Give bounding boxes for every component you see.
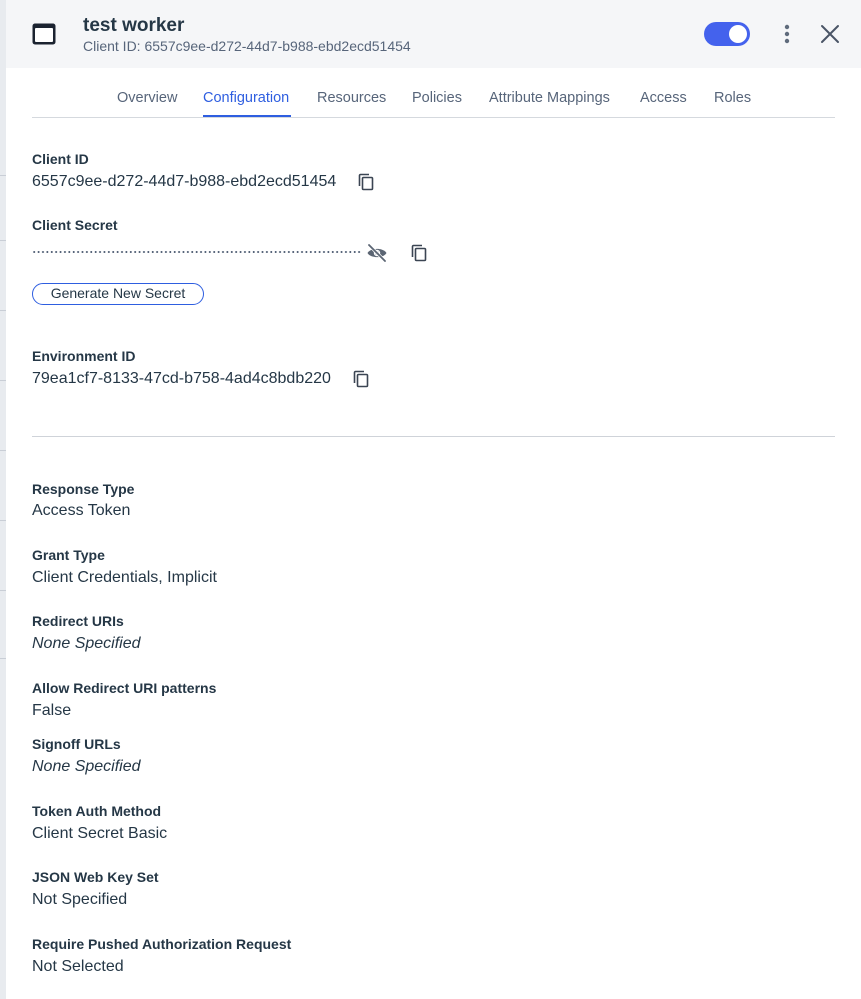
- app-details-panel: [6, 0, 861, 999]
- allow-redirect-patterns-value: False: [32, 702, 72, 719]
- client-secret-label: Client Secret: [32, 217, 118, 233]
- par-value: Not Selected: [32, 958, 124, 975]
- app-client-id-subtitle: Client ID: 6557c9ee-d272-44d7-b988-ebd2ecd51454: [83, 38, 411, 54]
- tab-configuration[interactable]: Configuration: [203, 90, 290, 106]
- environment-id-value: 79ea1cf7-8133-47cd-b758-4ad4c8bdb220: [32, 370, 331, 387]
- section-divider: [32, 436, 835, 437]
- redirect-uris-label: Redirect URIs: [32, 613, 124, 629]
- tab-attribute-mappings[interactable]: Attribute Mappings: [489, 90, 610, 106]
- tab-roles[interactable]: Roles: [714, 90, 752, 106]
- generate-new-secret-button[interactable]: Generate New Secret: [32, 283, 204, 305]
- close-icon[interactable]: [819, 23, 841, 45]
- signoff-urls-value: None Specified: [32, 758, 141, 775]
- toggle-knob: [729, 25, 747, 43]
- allow-redirect-patterns-label: Allow Redirect URI patterns: [32, 680, 217, 696]
- copy-icon[interactable]: [411, 244, 427, 262]
- signoff-urls-label: Signoff URLs: [32, 736, 121, 752]
- response-type-value: Access Token: [32, 502, 131, 519]
- tab-resources[interactable]: Resources: [317, 90, 387, 106]
- tab-bar: [32, 76, 835, 118]
- client-id-label: Client ID: [32, 151, 89, 167]
- panel-header: [6, 0, 861, 68]
- eye-off-icon[interactable]: [366, 243, 388, 263]
- tab-overview[interactable]: Overview: [117, 90, 178, 106]
- copy-icon[interactable]: [353, 370, 369, 388]
- jwks-label: JSON Web Key Set: [32, 869, 159, 885]
- app-title: test worker: [83, 15, 185, 36]
- grant-type-label: Grant Type: [32, 547, 105, 563]
- token-auth-method-value: Client Secret Basic: [32, 825, 168, 842]
- client-id-value: 6557c9ee-d272-44d7-b988-ebd2ecd51454: [32, 173, 337, 190]
- enable-toggle[interactable]: [704, 22, 750, 46]
- more-vertical-icon[interactable]: [776, 22, 798, 46]
- par-label: Require Pushed Authorization Request: [32, 936, 292, 952]
- redirect-uris-value: None Specified: [32, 635, 141, 652]
- response-type-label: Response Type: [32, 481, 135, 497]
- token-auth-method-label: Token Auth Method: [32, 803, 162, 819]
- application-window-icon: [32, 23, 56, 45]
- masked-secret: [32, 249, 362, 255]
- jwks-value: Not Specified: [32, 891, 128, 908]
- tab-policies[interactable]: Policies: [412, 90, 462, 106]
- tab-access[interactable]: Access: [640, 90, 687, 106]
- environment-id-label: Environment ID: [32, 348, 136, 364]
- grant-type-value: Client Credentials, Implicit: [32, 569, 217, 586]
- copy-icon[interactable]: [358, 173, 374, 191]
- active-tab-indicator: [203, 115, 291, 117]
